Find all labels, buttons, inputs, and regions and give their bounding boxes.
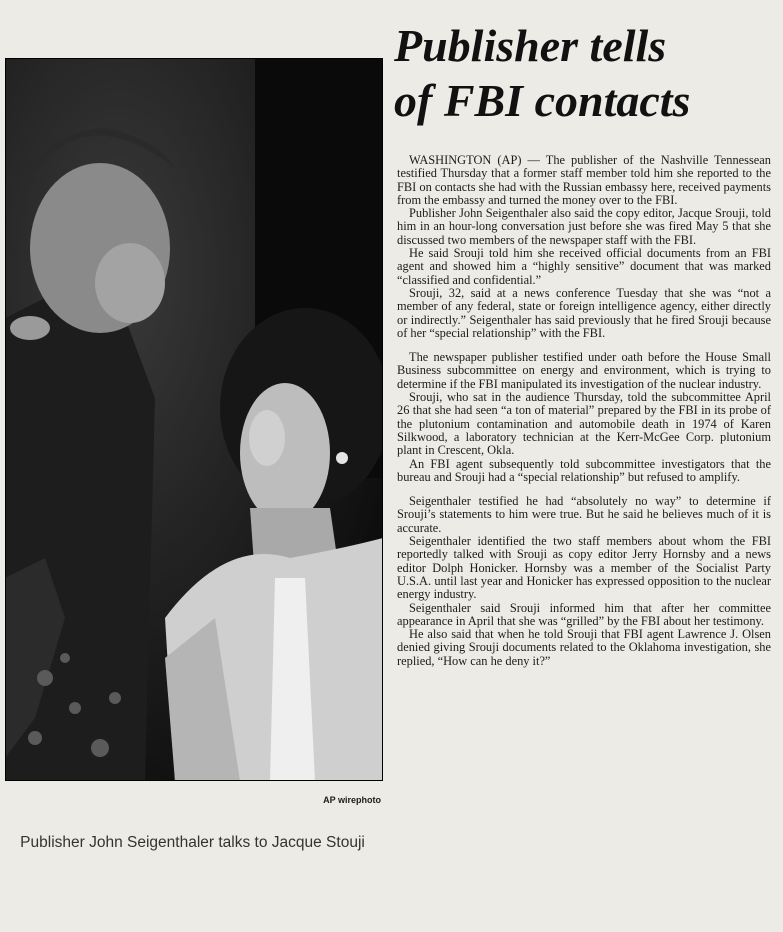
photo-credit: AP wirephoto	[323, 795, 381, 805]
news-photo	[5, 58, 383, 781]
article-paragraph: He also said that when he told Srouji that FBI agent Lawrence J. Olsen denied giving Srouji documents related to the Oklahoma investigation, she replied, “How can he deny it?”	[397, 627, 771, 668]
article-paragraph: Seigenthaler identified the two staff members about whom the FBI reportedly talked with Srouji as copy editor Jerry Hornsby and a news editor Dolph Honicker. Hornsby was a member of the Socialist Party U.S.A. until last year and Honicker has expressed opposition to the nuclear energy industry.	[397, 534, 771, 602]
article-paragraph: Srouji, who sat in the audience Thursday, told the subcommittee April 26 that she had seen “a ton of material” prepared by the FBI in its probe of the plutonium contamination and automobile death in 1974 of Karen Silkwood, a laboratory technician at the Kerr-McGee Corp. plutonium plant in Crescent, Okla.	[397, 390, 771, 458]
article-paragraph: The newspaper publisher testified under oath before the House Small Business subcommittee on energy and environment, which is trying to determine if the FBI manipulated its investigation of the nuclear industry.	[397, 350, 771, 391]
article-paragraph: He said Srouji told him she received official documents from an FBI agent and showed him a “highly sensitive” document that was marked “classified and confidential.”	[397, 246, 771, 287]
article-paragraph: WASHINGTON (AP) — The publisher of the Nashville Tennessean testified Thursday that a former staff member told him she reported to the FBI on contacts she had with the Russian embassy here, received payments from the embassy and turned the money over to the FBI.	[397, 153, 771, 207]
photo-illustration	[5, 58, 383, 781]
headline-line-2: of FBI contacts	[394, 75, 691, 126]
photo-caption: Publisher John Seigenthaler talks to Jacque Stouji	[20, 834, 365, 851]
headline-line-1: Publisher tells	[394, 20, 667, 71]
article-paragraph: An FBI agent subsequently told subcommittee investigators that the bureau and Srouji had a “special relationship” but refused to amplify.	[397, 456, 771, 484]
article-body	[397, 154, 771, 668]
article-paragraph: Srouji, 32, said at a news conference Tuesday that she was “not a member of any federal, state or foreign intelligence agency, either directly or indirectly.” Seigenthaler has said previously that he fired Srouji because of her “special relationship” with the FBI.	[397, 285, 771, 340]
article-paragraph: Seigenthaler said Srouji informed him that after her committee appearance in April that she was “grilled” by the FBI about her testimony.	[397, 600, 771, 628]
article-paragraph: Publisher John Seigenthaler also said the copy editor, Jacque Srouji, told him in an hour-long conversation just before she was fired May 5 that she discussed two members of the newspaper staff with the FBI.	[397, 206, 771, 247]
headline	[394, 18, 779, 128]
article-paragraph: Seigenthaler testified he had “absolutely no way” to determine if Srouji’s statements to him were true. But he said he believes much of it is accurate.	[397, 494, 771, 535]
